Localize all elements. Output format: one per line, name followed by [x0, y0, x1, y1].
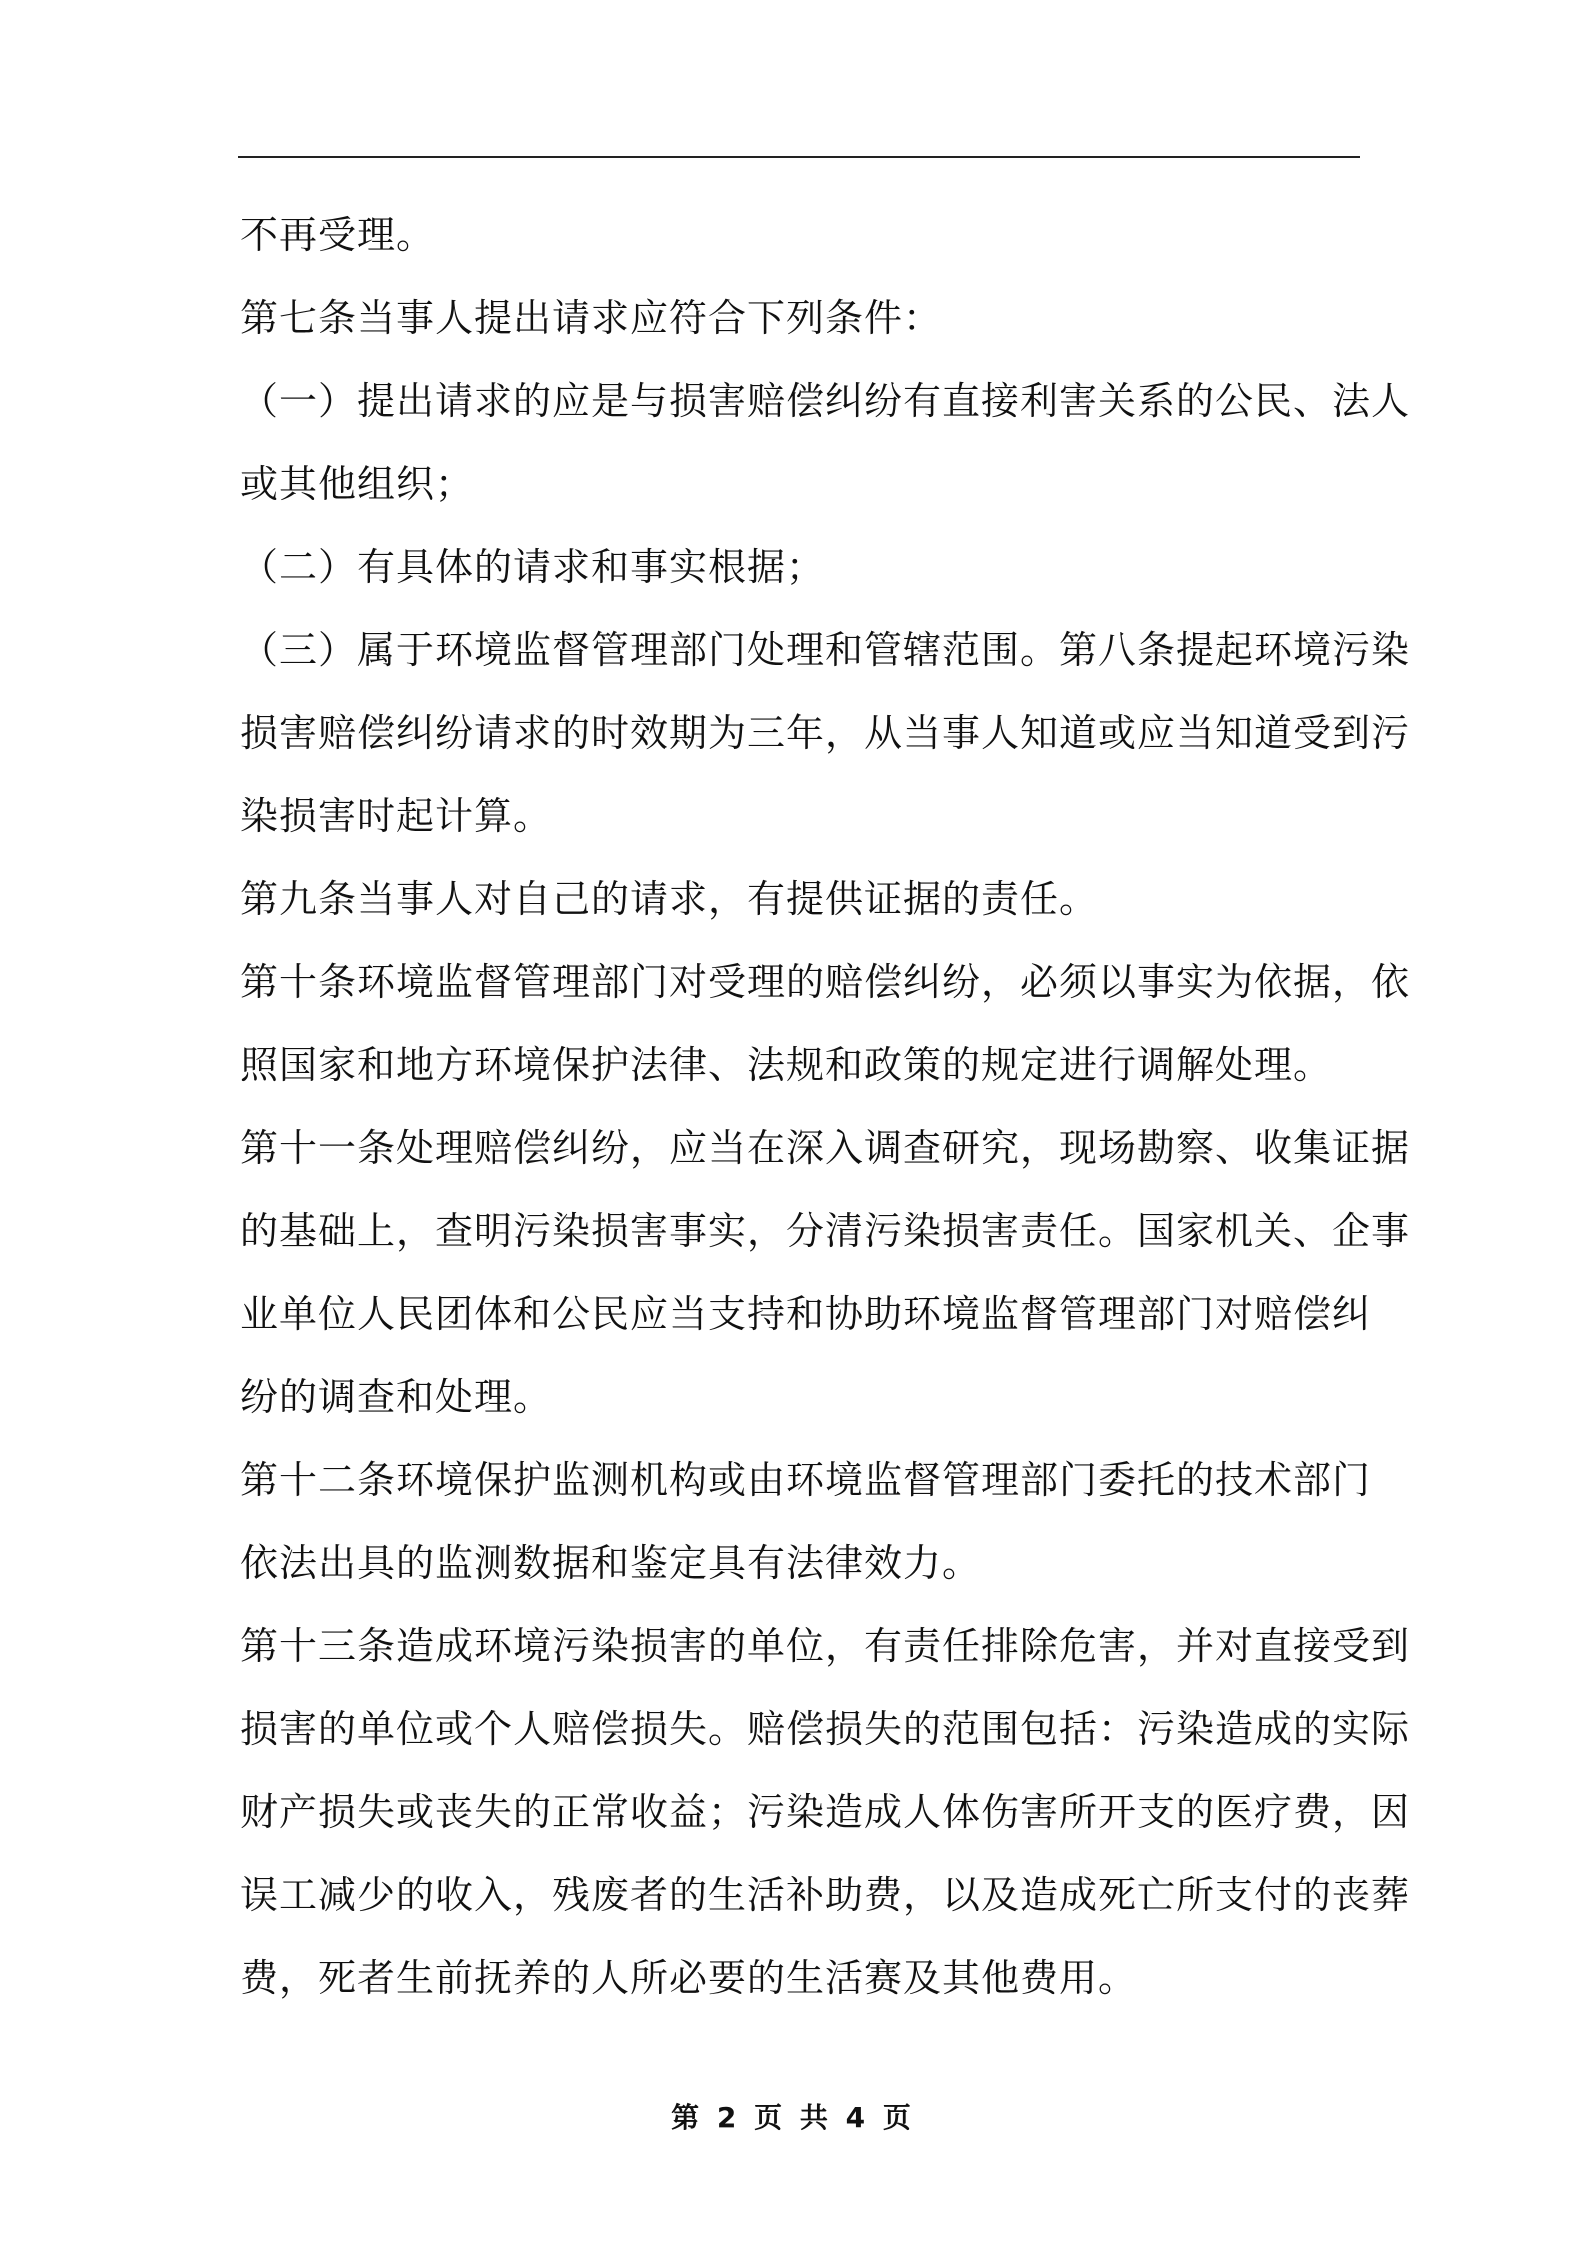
text-line: （三）属于环境监督管理部门处理和管辖范围。第八条提起环境污染	[240, 628, 1411, 672]
text-line: （二）有具体的请求和事实根据；	[240, 545, 826, 589]
text-line: 第九条当事人对自己的请求，有提供证据的责任。	[240, 877, 1099, 921]
header-rule	[238, 156, 1360, 158]
text-line: 的基础上，查明污染损害事实，分清污染损害责任。国家机关、企事	[240, 1209, 1411, 1253]
text-line: 损害的单位或个人赔偿损失。赔偿损失的范围包括：污染造成的实际	[240, 1707, 1411, 1751]
text-line: 不再受理。	[240, 213, 436, 257]
body-text	[240, 194, 1411, 2020]
text-line: （一）提出请求的应是与损害赔偿纠纷有直接利害关系的公民、法人	[240, 379, 1411, 423]
text-line: 染损害时起计算。	[240, 794, 553, 838]
text-line: 财产损失或丧失的正常收益；污染造成人体伤害所开支的医疗费，因	[240, 1790, 1411, 1834]
text-line: 费，死者生前抚养的人所必要的生活赛及其他费用。	[240, 1956, 1138, 2000]
text-line: 第七条当事人提出请求应符合下列条件：	[240, 296, 943, 340]
text-line: 照国家和地方环境保护法律、法规和政策的规定进行调解处理。	[240, 1043, 1333, 1087]
text-line: 或其他组织；	[240, 462, 475, 506]
text-line: 第十一条处理赔偿纠纷，应当在深入调查研究，现场勘察、收集证据	[240, 1126, 1411, 1170]
text-line: 第十三条造成环境污染损害的单位，有责任排除危害，并对直接受到	[240, 1624, 1411, 1668]
text-line: 业单位人民团体和公民应当支持和协助环境监督管理部门对赔偿纠	[240, 1292, 1372, 1336]
text-line: 第十二条环境保护监测机构或由环境监督管理部门委托的技术部门	[240, 1458, 1372, 1502]
text-line: 第十条环境监督管理部门对受理的赔偿纠纷，必须以事实为依据，依	[240, 960, 1411, 1004]
text-line: 损害赔偿纠纷请求的时效期为三年，从当事人知道或应当知道受到污	[240, 711, 1411, 755]
text-line: 依法出具的监测数据和鉴定具有法律效力。	[240, 1541, 982, 1585]
text-line: 误工减少的收入，残废者的生活补助费，以及造成死亡所支付的丧葬	[240, 1873, 1411, 1917]
text-line: 纷的调查和处理。	[240, 1375, 553, 1419]
page-number-footer: 第 2 页 共 4 页	[671, 2101, 915, 2134]
